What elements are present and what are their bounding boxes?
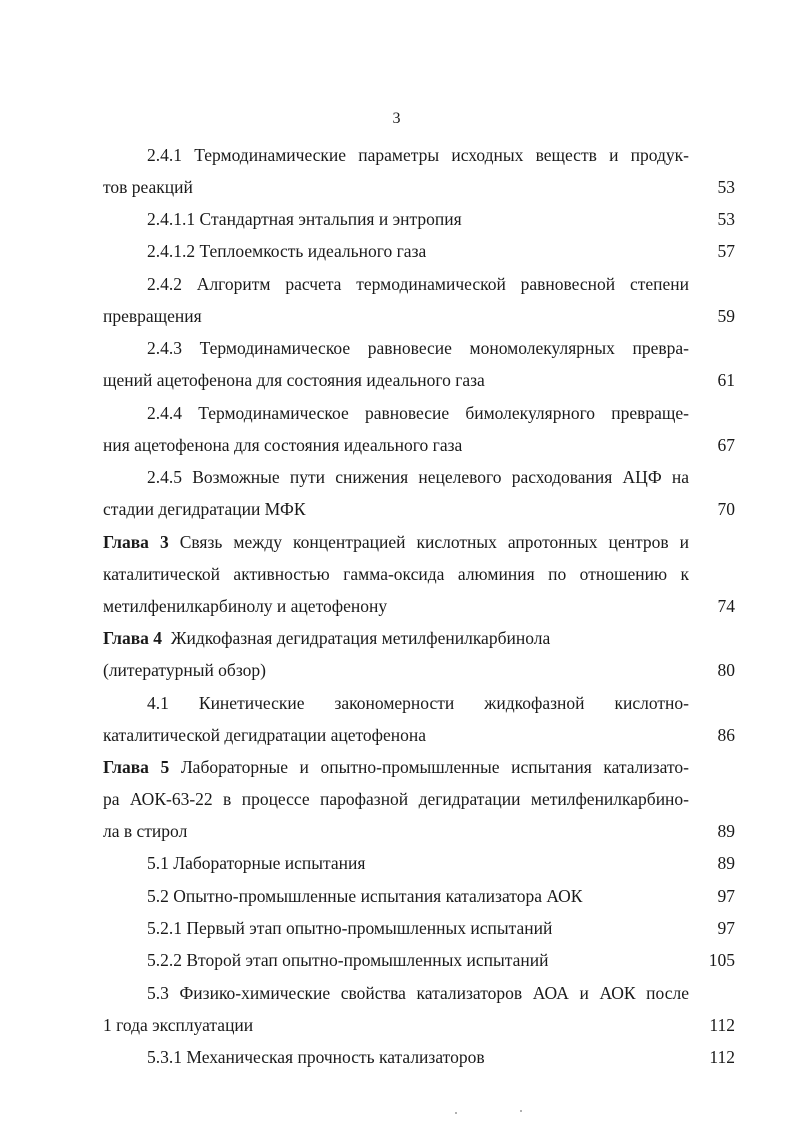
toc-entry-text: 2.4.1 Термодинамические параметры исходных веществ и продук- (147, 145, 689, 165)
toc-page-number: 67 (717, 435, 735, 455)
toc-entry-text: 2.4.2 Алгоритм расчета термодинамической равновесной степени (147, 274, 689, 294)
toc-entry-text: 5.1 Лабораторные испытания (147, 853, 366, 873)
toc-entry-text: 2.4.3 Термодинамическое равновесие мономолекулярных превра- (147, 338, 689, 358)
toc-entry-text: стадии дегидратации МФК (103, 499, 306, 519)
toc-entry-text: 2.4.4 Термодинамическое равновесие бимолекулярного превраще- (147, 403, 689, 423)
toc-entry-text: 5.3 Физико-химические свойства катализаторов АОА и АОК после (147, 983, 689, 1003)
scan-speck (520, 1110, 522, 1112)
toc-entry-text: 5.2.2 Второй этап опытно-промышленных испытаний (147, 950, 549, 970)
scan-speck (455, 1112, 457, 1114)
toc-entry-text (103, 531, 689, 553)
toc-page-number: 59 (717, 306, 735, 326)
toc-entry-text: каталитической дегидратации ацетофенона (103, 725, 427, 745)
toc-entry-text: ра АОК-63-22 в процессе парофазной дегидратации метилфенилкарбино- (103, 789, 689, 809)
toc-page-number: 105 (708, 950, 735, 970)
chapter-label: Глава 3 (103, 532, 169, 552)
toc-entry-text: ла в стирол (103, 821, 188, 841)
toc-page-number: 112 (709, 1015, 735, 1035)
chapter-label: Глава 4 (103, 628, 163, 648)
toc-page-number: 97 (717, 886, 735, 906)
toc-entry-text: превращения (103, 306, 202, 326)
toc-page-number: 97 (717, 918, 735, 938)
toc-entry-text (103, 627, 689, 649)
toc-entry-text: метилфенилкарбинолу и ацетофенону (103, 596, 388, 616)
toc-page-number: 53 (717, 209, 735, 229)
toc-page-number: 80 (717, 660, 735, 680)
toc-entry-text: 2.4.1.1 Стандартная энтальпия и энтропия (147, 209, 462, 229)
toc-entry-text: 2.4.5 Возможные пути снижения нецелевого расходования АЦФ на (147, 467, 689, 487)
toc-entry-text: тов реакций (103, 177, 193, 197)
toc-entry-text: 2.4.1.2 Теплоемкость идеального газа (147, 241, 427, 261)
toc-entry-text: 5.3.1 Механическая прочность катализаторов (147, 1047, 485, 1067)
toc-entry-text: (литературный обзор) (103, 660, 266, 680)
page-number: 3 (392, 110, 401, 127)
toc-page-number: 74 (717, 596, 735, 616)
toc-entry-text: щений ацетофенона для состояния идеального газа (103, 370, 485, 390)
toc-page-number: 112 (709, 1047, 735, 1067)
toc-entry-text: ния ацетофенона для состояния идеального газа (103, 435, 463, 455)
toc-entry-text (103, 756, 689, 778)
toc-page-number: 86 (717, 725, 735, 745)
toc-entry-text: каталитической активностью гамма-оксида алюминия по отношению к (103, 564, 689, 584)
toc-page-number: 57 (717, 241, 735, 261)
toc-entry-text: 5.2 Опытно-промышленные испытания катализатора АОК (147, 886, 583, 906)
toc-page-number: 70 (717, 499, 735, 519)
chapter-title: Лабораторные и опытно-промышленные испытания катализато- (169, 757, 689, 777)
toc-entry-text: 4.1 Кинетические закономерности жидкофазной кислотно- (147, 693, 689, 713)
toc-page-number: 53 (717, 177, 735, 197)
chapter-label: Глава 5 (103, 757, 170, 777)
chapter-title: Связь между концентрацией кислотных апротонных центров и (168, 532, 689, 552)
chapter-title: Жидкофазная дегидратация метилфенилкарбинола (162, 628, 551, 648)
toc-entry-text: 1 года эксплуатации (103, 1015, 254, 1035)
toc-page-number: 61 (717, 370, 735, 390)
toc-page-number: 89 (717, 821, 735, 841)
toc-page-number: 89 (717, 853, 735, 873)
toc-entry-text: 5.2.1 Первый этап опытно-промышленных испытаний (147, 918, 553, 938)
